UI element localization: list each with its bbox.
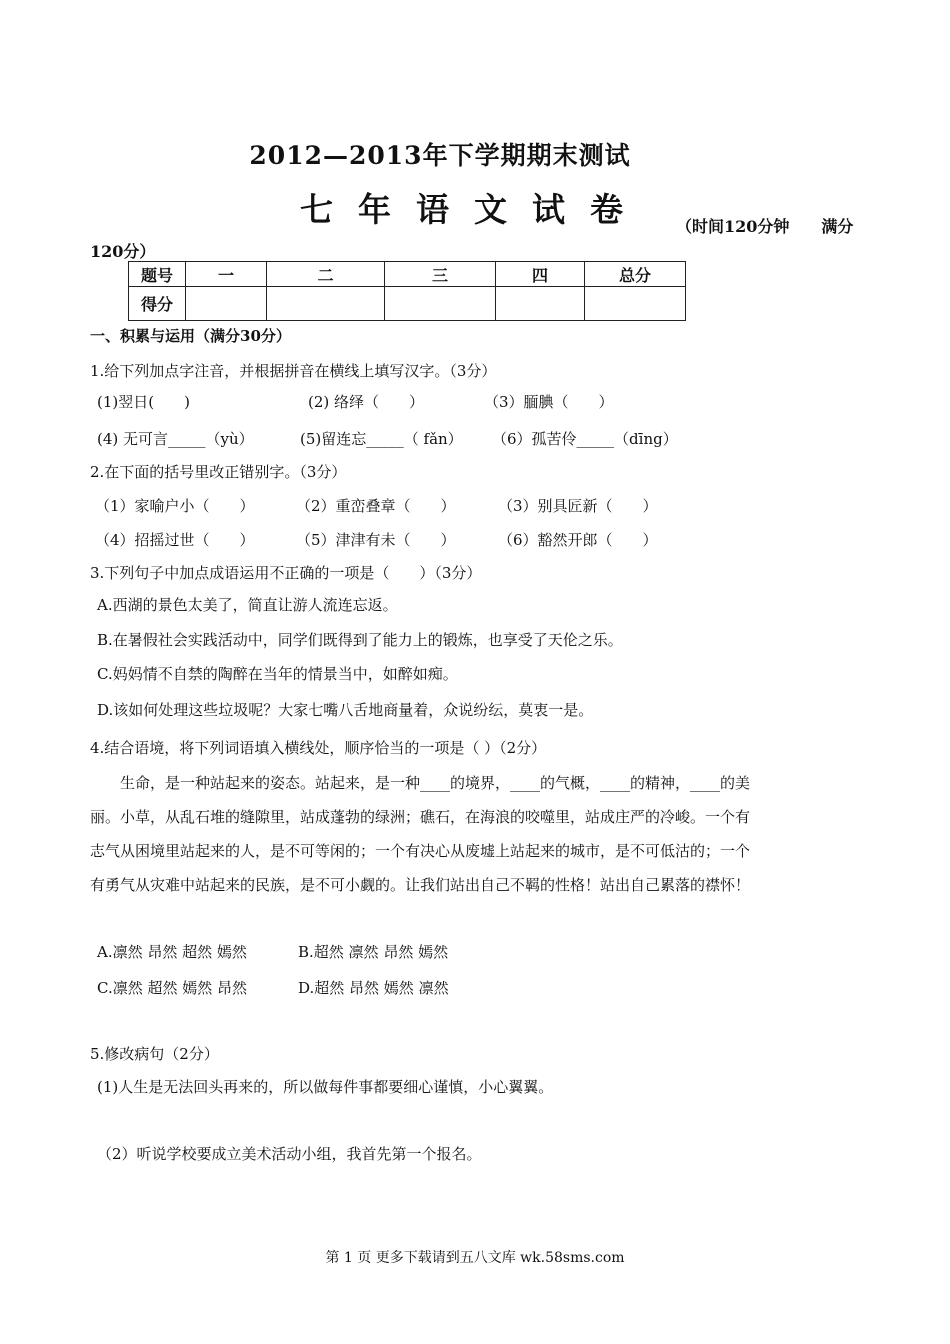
section-heading: 一、积累与运用（满分30分） — [90, 327, 291, 345]
q2-stem: 2.在下面的括号里改正错别字。（3分） — [90, 463, 347, 481]
q4-stem: 4.结合语境，将下列词语填入横线处，顺序恰当的一项是（ ）（2分） — [90, 739, 547, 757]
exam-title: 2012—2013年下学期期末测试 — [249, 141, 631, 170]
score-cell-label: 题号 — [129, 262, 186, 287]
q2-item-6: （6）豁然开郎（ ） — [498, 531, 658, 549]
score-input-4[interactable] — [496, 287, 585, 321]
q1-item-3: （3）腼腆（ ） — [484, 393, 614, 411]
q2-item-3: （3）别具匠新（ ） — [498, 497, 658, 515]
score-table — [128, 261, 686, 321]
q3-stem: 3.下列句子中加点成语运用不正确的一项是（ ）（3分） — [90, 564, 482, 582]
score-cell-total: 总分 — [585, 262, 686, 287]
q2-item-1: （1）家喻户小（ ） — [95, 497, 255, 515]
q4-option-a: A.凛然 昂然 超然 嫣然 — [97, 943, 247, 961]
q3-option-b: B.在暑假社会实践活动中，同学们既得到了能力上的锻炼，也享受了天伦之乐。 — [97, 631, 623, 649]
q5-stem: 5.修改病句（2分） — [90, 1045, 219, 1063]
q1-item-2: (2) 络绎（ ） — [308, 393, 425, 411]
q4-option-c: C.凛然 超然 嫣然 昂然 — [97, 979, 248, 997]
score-cell-4: 四 — [496, 262, 585, 287]
q5-sentence-2: （2）听说学校要成立美术活动小组，我首先第一个报名。 — [97, 1145, 482, 1163]
time-info-continued: 120分） — [90, 242, 156, 261]
score-cell-3: 三 — [385, 262, 496, 287]
score-input-1[interactable] — [186, 287, 267, 321]
q4-option-d: D.超然 昂然 嫣然 凛然 — [298, 979, 449, 997]
score-cell-1: 一 — [186, 262, 267, 287]
score-cell-2: 二 — [267, 262, 385, 287]
q4-passage: 生命，是一种站起来的姿态。站起来，是一种____的境界，____的气概，____的精神，____的美丽。小草，从乱石堆的缝隙里，站成蓬勃的绿洲；礁石，在海浪的咬噬里，站成庄严的冷峻。一个有志气从困境里站起来的人，是不可等闲的；一个有决心从废墟上站起来的城市，是不可低沽的；一个有勇气从灾难中站起来的民族，是不可小觑的。让我们站出自己不羁的性格！站出自己累落的襟怀！ — [90, 774, 751, 894]
q5-sentence-1: (1)人生是无法回头再来的，所以做每件事都要细心谨慎，小心翼翼。 — [97, 1078, 554, 1096]
q2-item-2: （2）重峦叠章（ ） — [296, 497, 456, 515]
q1-item-4: (4) 无可言_____（yù） — [97, 430, 254, 448]
q1-item-1: (1)翌日( ) — [97, 393, 190, 411]
score-input-total[interactable] — [585, 287, 686, 321]
time-info: （时间120分钟 满分 — [676, 217, 854, 236]
q2-item-4: （4）招摇过世（ ） — [95, 531, 255, 549]
score-row-label: 得分 — [129, 287, 186, 321]
q3-option-d: D.该如何处理这些垃圾呢？大家七嘴八舌地商量着，众说纷纭，莫衷一是。 — [97, 701, 594, 719]
q4-option-b: B.超然 凛然 昂然 嫣然 — [298, 943, 449, 961]
score-input-2[interactable] — [267, 287, 385, 321]
q3-option-c: C.妈妈情不自禁的陶醉在当年的情景当中，如醉如痴。 — [97, 665, 458, 683]
page-footer: 第 1 页 更多下载请到五八文库 wk.58sms.com — [325, 1250, 625, 1266]
score-table-header-row — [129, 262, 686, 287]
q1-stem: 1.给下列加点字注音，并根据拼音在横线上填写汉字。（3分） — [90, 362, 497, 380]
q1-item-5: (5)留连忘_____（ fǎn） — [300, 430, 463, 448]
score-table-score-row — [129, 287, 686, 321]
q2-item-5: （5）津津有未（ ） — [296, 531, 456, 549]
q1-item-6: （6）孤苦伶_____（dīng） — [492, 430, 678, 448]
exam-subtitle: 七年语文试卷 — [300, 190, 648, 229]
q3-option-a: A.西湖的景色太美了，简直让游人流连忘返。 — [97, 596, 398, 614]
score-input-3[interactable] — [385, 287, 496, 321]
